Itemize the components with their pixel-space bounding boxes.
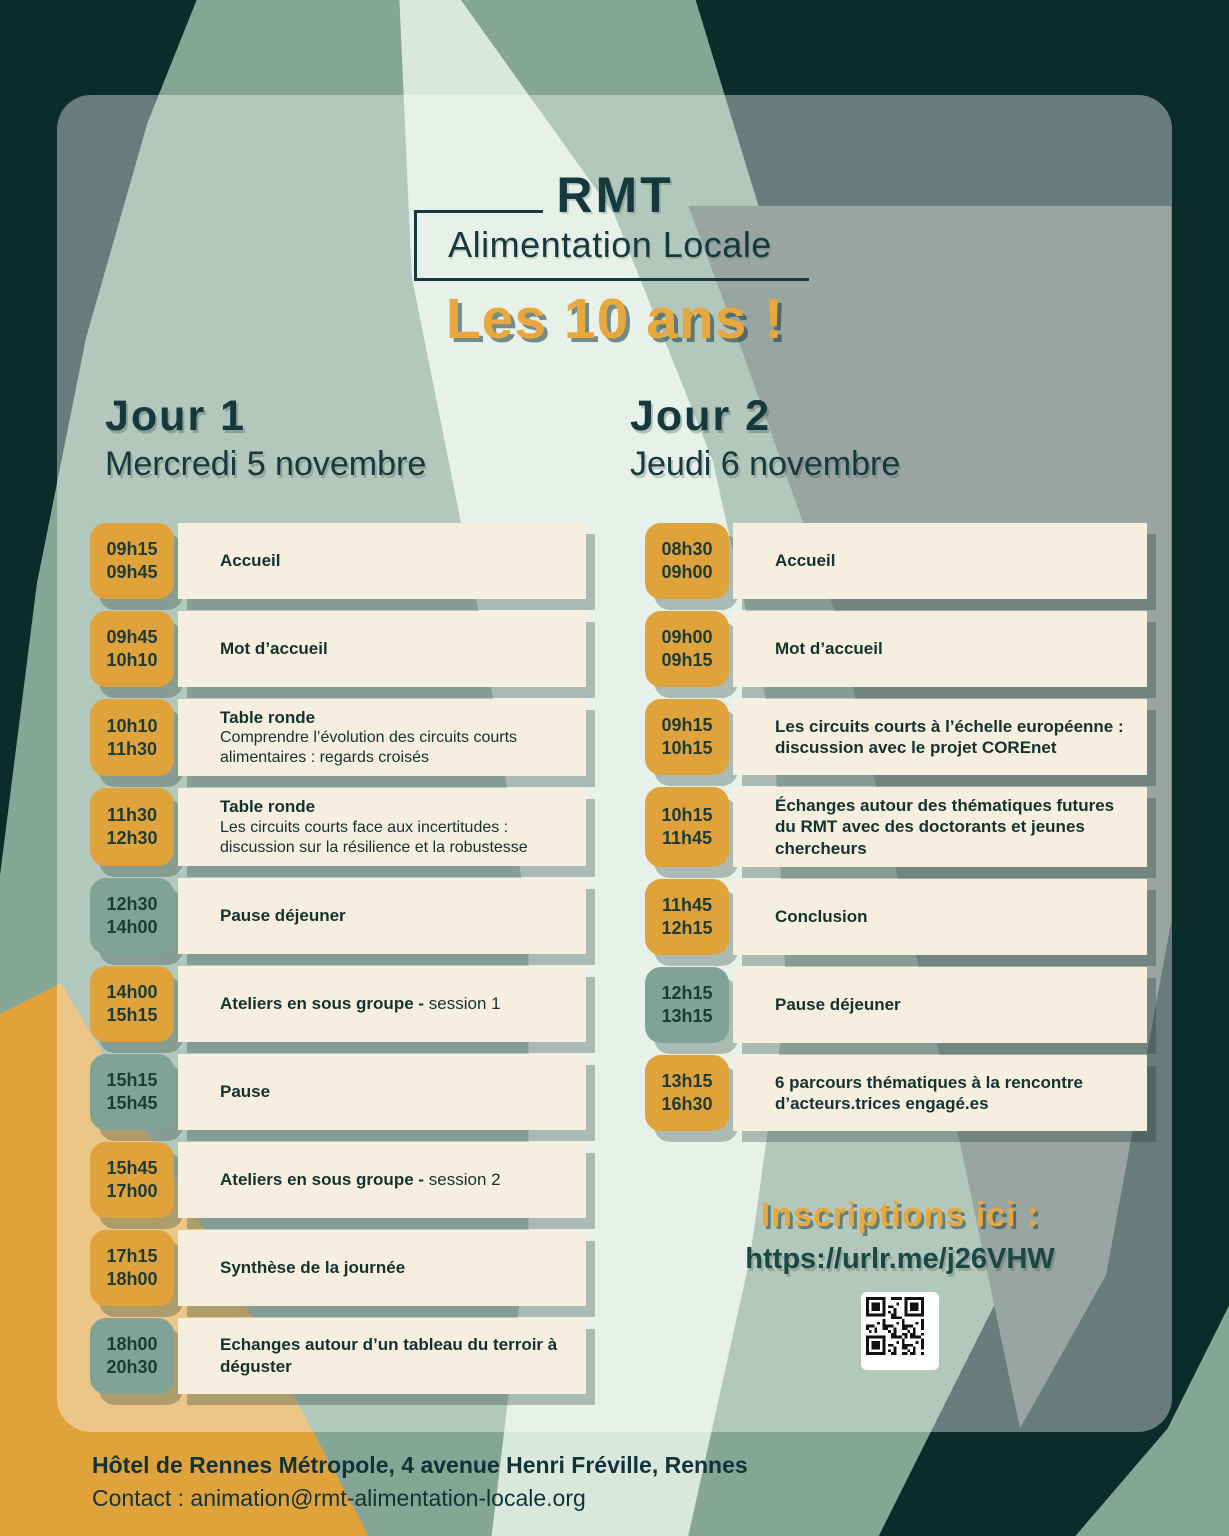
schedule-row xyxy=(90,523,586,599)
time-end: 13h15 xyxy=(661,1005,713,1026)
session-title-line xyxy=(220,905,576,926)
time-badge xyxy=(645,1055,729,1131)
session-title-suffix: session 2 xyxy=(424,1169,501,1189)
session-title-line xyxy=(220,993,576,1014)
session-title: Synthèse de la journée xyxy=(220,1257,406,1277)
schedule-row xyxy=(90,878,586,954)
time-start: 08h30 xyxy=(661,539,713,559)
session-panel xyxy=(178,788,586,865)
contact-email: Contact : animation@rmt-alimentation-locale.org xyxy=(92,1485,586,1511)
session-title-line xyxy=(220,1081,576,1102)
session-title-line xyxy=(220,707,576,728)
session-title-line xyxy=(220,796,576,817)
time-end: 11h30 xyxy=(106,738,158,759)
time-badge xyxy=(645,611,729,687)
session-title-line xyxy=(220,1169,576,1190)
brand-subtitle: Alimentation Locale xyxy=(448,224,772,265)
time-start: 09h15 xyxy=(106,539,158,559)
day-1-date: Mercredi 5 novembre xyxy=(105,445,427,483)
schedule-row xyxy=(90,1054,586,1130)
session-title: Ateliers en sous groupe - xyxy=(220,993,425,1013)
session-panel xyxy=(178,611,586,687)
time-start: 17h15 xyxy=(106,1245,158,1266)
session-title-line xyxy=(775,994,1137,1015)
time-start: 12h30 xyxy=(106,893,158,914)
session-panel xyxy=(178,1230,586,1306)
session-desc: Les circuits courts face aux incertitudes : discussion sur la résilience et la robustesse xyxy=(220,818,528,856)
schedule-row xyxy=(645,967,1147,1043)
time-badge xyxy=(645,787,729,867)
schedule-row xyxy=(90,699,586,776)
time-badge xyxy=(90,1318,174,1394)
qr-code xyxy=(861,1292,939,1370)
time-badge xyxy=(645,523,729,599)
session-title-line xyxy=(775,638,1137,659)
session-title-line xyxy=(220,550,576,571)
session-panel xyxy=(178,523,586,599)
time-badge xyxy=(645,967,729,1043)
registration-url[interactable]: https://urlr.me/j26VHW xyxy=(745,1243,1055,1275)
time-badge xyxy=(645,699,729,775)
session-panel xyxy=(733,523,1147,599)
schedule-row xyxy=(90,611,586,687)
session-title: Ateliers en sous groupe - xyxy=(220,1169,425,1189)
time-start: 18h00 xyxy=(106,1333,158,1354)
time-start: 11h30 xyxy=(106,804,158,825)
schedule-row xyxy=(90,966,586,1042)
session-panel xyxy=(733,1055,1147,1131)
time-end: 12h30 xyxy=(106,827,158,848)
registration-title: Inscriptions ici : xyxy=(760,1196,1040,1234)
session-title: Accueil xyxy=(775,551,836,571)
session-panel xyxy=(733,967,1147,1043)
time-badge xyxy=(90,1054,174,1130)
session-title: Pause déjeuner xyxy=(220,905,346,925)
session-panel xyxy=(178,1318,586,1394)
day-1-header xyxy=(105,392,426,484)
schedule-row xyxy=(645,787,1147,867)
schedule-row xyxy=(90,1230,586,1306)
time-start: 10h10 xyxy=(106,715,158,736)
schedule-row xyxy=(90,1142,586,1218)
time-end: 09h00 xyxy=(661,562,713,582)
time-badge xyxy=(90,523,174,599)
time-end: 11h45 xyxy=(661,827,713,848)
session-title: Mot d’accueil xyxy=(775,639,883,659)
session-title: Pause xyxy=(220,1081,271,1101)
time-start: 15h15 xyxy=(106,1069,158,1090)
day-1-schedule xyxy=(90,523,586,1394)
session-title-line xyxy=(220,638,576,659)
time-end: 17h00 xyxy=(106,1180,158,1201)
schedule-row xyxy=(645,523,1147,599)
session-title-line xyxy=(220,1257,576,1278)
time-end: 09h15 xyxy=(661,650,713,670)
time-start: 13h15 xyxy=(661,1070,713,1091)
time-start: 12h15 xyxy=(661,982,713,1003)
time-start: 11h45 xyxy=(661,894,713,915)
time-badge xyxy=(90,966,174,1042)
session-title-line xyxy=(220,1334,576,1377)
time-start: 14h00 xyxy=(106,981,158,1002)
time-badge xyxy=(90,699,174,776)
time-end: 16h30 xyxy=(661,1093,713,1114)
time-end: 18h00 xyxy=(106,1268,158,1289)
time-end: 15h45 xyxy=(106,1092,158,1113)
brand-name: RMT xyxy=(556,167,674,223)
venue-address: Hôtel de Rennes Métropole, 4 avenue Henri Fréville, Rennes xyxy=(92,1452,748,1478)
time-start: 15h45 xyxy=(106,1157,158,1178)
time-badge xyxy=(90,611,174,687)
time-end: 09h45 xyxy=(106,562,158,582)
session-panel xyxy=(733,879,1147,955)
time-start: 09h15 xyxy=(661,715,713,735)
day-2-schedule xyxy=(645,523,1147,1131)
schedule-row xyxy=(645,611,1147,687)
time-start: 09h00 xyxy=(661,627,713,647)
session-panel xyxy=(178,699,586,776)
time-end: 20h30 xyxy=(106,1356,158,1377)
session-title-line xyxy=(775,906,1137,927)
session-title: Accueil xyxy=(220,551,281,571)
session-title: Table ronde xyxy=(220,708,316,727)
session-panel xyxy=(178,1054,586,1130)
schedule-row xyxy=(645,1055,1147,1131)
day-2-date: Jeudi 6 novembre xyxy=(630,445,901,483)
session-title-line xyxy=(775,716,1137,759)
session-title-line xyxy=(775,1072,1137,1115)
session-title-suffix: session 1 xyxy=(424,993,501,1013)
session-panel xyxy=(178,878,586,954)
day-1-label: Jour 1 xyxy=(105,392,247,440)
footer xyxy=(92,1452,748,1512)
session-title: Pause déjeuner xyxy=(775,995,901,1015)
session-title-line xyxy=(775,795,1137,859)
time-start: 10h15 xyxy=(661,804,713,825)
session-title: Echanges autour d’un tableau du terroir à déguster xyxy=(220,1335,558,1376)
session-title: Conclusion xyxy=(775,907,868,927)
time-end: 14h00 xyxy=(106,916,158,937)
time-badge xyxy=(90,788,174,865)
session-panel xyxy=(733,699,1147,775)
session-title: Mot d’accueil xyxy=(220,639,328,659)
time-end: 10h15 xyxy=(661,738,713,758)
time-end: 15h15 xyxy=(106,1004,158,1025)
schedule-row xyxy=(645,879,1147,955)
session-panel xyxy=(733,611,1147,687)
registration-block xyxy=(690,1196,1110,1370)
session-panel xyxy=(178,1142,586,1218)
session-panel xyxy=(733,787,1147,867)
session-title: Table ronde xyxy=(220,797,316,817)
schedule-row xyxy=(90,788,586,865)
day-2-label: Jour 2 xyxy=(630,392,772,440)
schedule-row xyxy=(90,1318,586,1394)
session-title-line xyxy=(775,550,1137,571)
day-2-header xyxy=(630,392,900,484)
time-end: 12h15 xyxy=(661,917,713,938)
time-start: 09h45 xyxy=(106,627,158,647)
session-desc: Comprendre l’évolution des circuits courts alimentaires : regards croisés xyxy=(220,729,518,767)
time-badge xyxy=(90,1230,174,1306)
time-end: 10h10 xyxy=(106,650,158,670)
time-badge xyxy=(645,879,729,955)
time-badge xyxy=(90,878,174,954)
time-badge xyxy=(90,1142,174,1218)
session-title: Les circuits courts à l’échelle européenne : discussion avec le projet COREnet xyxy=(775,716,1124,757)
schedule-row xyxy=(645,699,1147,775)
session-title: 6 parcours thématiques à la rencontre d’acteurs.trices engagé.es xyxy=(775,1072,1083,1113)
poster-title: Les 10 ans ! xyxy=(445,287,785,351)
session-panel xyxy=(178,966,586,1042)
session-title: Échanges autour des thématiques futures du RMT avec des doctorants et jeunes chercheurs xyxy=(775,796,1115,858)
